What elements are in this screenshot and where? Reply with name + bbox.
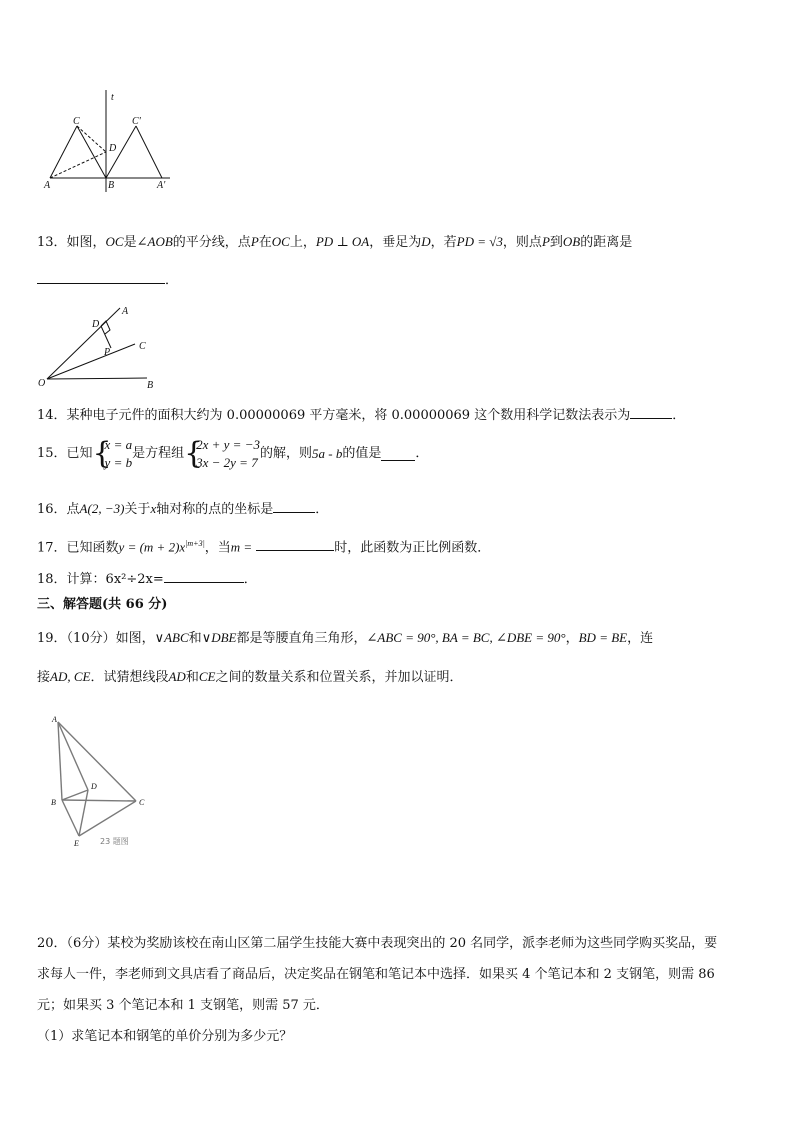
label-C: C — [139, 341, 146, 352]
question-20-sub-1: （1）求笔记本和钢笔的单价分别为多少元？ — [37, 1029, 293, 1044]
label-D: D — [109, 143, 117, 154]
q19-figure — [45, 712, 170, 852]
label-C: C — [73, 116, 80, 127]
brace-icon: { — [92, 436, 112, 471]
question-19-line-2: 接AD, CE．试猜想线段AD和CE之间的数量关系和位置关系，并加以证明． — [37, 669, 463, 685]
label-B: B — [51, 798, 56, 807]
question-17: 17．已知函数$y = (m + 2)x^{|m+3|}$，当m = 时，此函数为正比例函数． — [37, 539, 491, 556]
system-equations: { 2x + y = −3 3x − 2y = 7 — [184, 436, 260, 471]
label-A-prime: A' — [157, 180, 166, 191]
label-E: E — [74, 839, 79, 848]
system-given: { x = a y = b — [92, 436, 133, 471]
label-A: A — [44, 180, 51, 191]
answer-blank-18[interactable] — [164, 569, 244, 583]
label-A: A — [52, 715, 57, 724]
question-15: 15．已知 { x = a y = b 是方程组 { 2x + y = −3 3x − 2y = 7 的解，则5a - b的值是 ． — [37, 436, 429, 471]
question-19-line-1: 19．（10分）如图，∨ABC和∨DBE都是等腰直角三角形，∠ABC = 90°, BA = BC, ∠DBE = 90°，BD = BE，连 — [37, 630, 654, 646]
label-A: A — [122, 306, 129, 317]
label-C-prime: C' — [132, 116, 141, 127]
question-20-line-3: 元；如果买 3 个笔记本和 1 支钢笔，则需 57 元． — [37, 998, 329, 1013]
label-B: B — [108, 180, 115, 191]
brace-icon: { — [184, 436, 204, 471]
answer-blank-13[interactable] — [37, 270, 165, 284]
q12-figure — [40, 88, 180, 198]
answer-blank-16[interactable] — [273, 499, 315, 513]
question-13: 13．如图，OC是∠AOB的平分线，点P在OC上，PD ⊥ OA，垂足为D，若PD = √3，则点P到OB的距离是 — [37, 234, 633, 250]
question-20-line-2: 求每人一件，李老师到文具店看了商品后，决定奖品在钢笔和笔记本中选择．如果买 4 个笔记本和 2 支钢笔，则需 86 — [37, 967, 715, 982]
answer-blank-14[interactable] — [630, 405, 672, 419]
section-heading: 三、解答题(共 66 分) — [37, 597, 168, 612]
figure-caption: 23 题图 — [100, 837, 129, 846]
question-20-line-1: 20．（6分）某校为奖励该校在南山区第二届学生技能大赛中表现突出的 20 名同学，派李老师为这些同学购买奖品，要 — [37, 936, 718, 951]
answer-blank-15[interactable] — [381, 447, 415, 461]
label-O: O — [38, 378, 46, 389]
label-D: D — [92, 319, 100, 330]
question-18: 18．计算：6x²÷2x= ． — [37, 569, 257, 589]
question-14: 14．某种电子元件的面积大约为 0.00000069 平方毫米，将 0.00000069 这个数用科学记数法表示为 ． — [37, 405, 685, 425]
label-D: D — [91, 782, 97, 791]
label-t: t — [111, 92, 114, 103]
label-B: B — [147, 380, 154, 391]
label-C: C — [139, 798, 145, 807]
answer-blank-17[interactable] — [256, 537, 334, 551]
question-13-answer-line: ． — [37, 270, 178, 290]
question-16: 16．点A(2, −3)关于x轴对称的点的坐标是 ． — [37, 501, 329, 517]
q13-figure — [35, 302, 165, 392]
label-P: P — [104, 347, 111, 358]
